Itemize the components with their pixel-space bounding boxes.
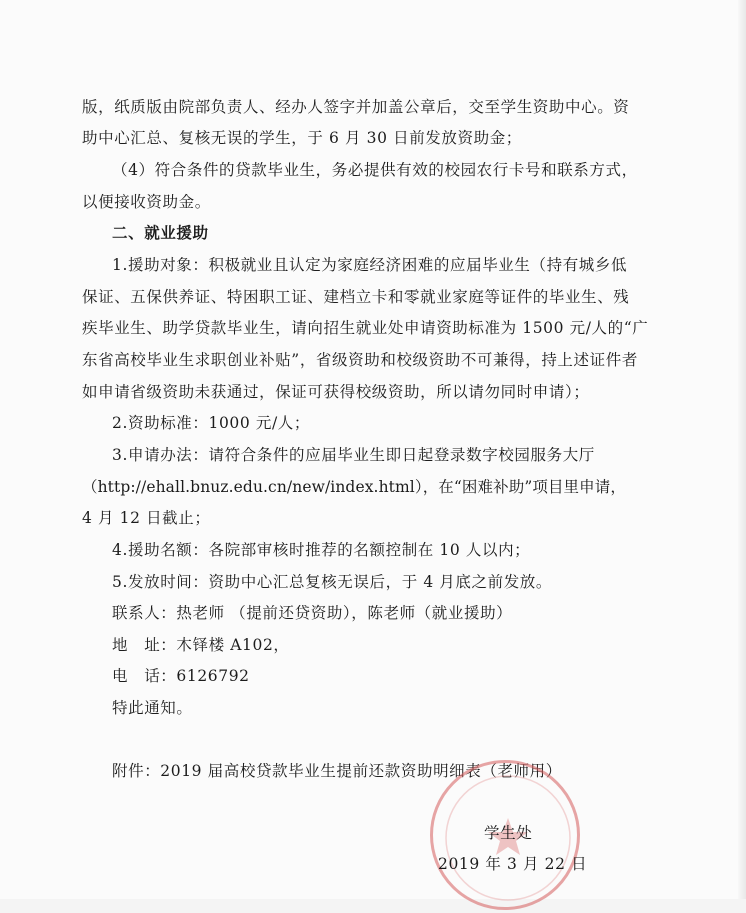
issue-date: 2019 年 3 月 22 日 xyxy=(438,855,588,873)
attachment-line: 附件：2019 届高校贷款毕业生提前还款资助明细表（老师用） xyxy=(112,762,562,780)
contact-line: 联系人：热老师 （提前还贷资助），陈老师（就业援助） xyxy=(112,604,513,622)
text-line: 助中心汇总、复核无误的学生，于 6 月 30 日前发放资助金； xyxy=(82,129,522,147)
text-line: 1.援助对象：积极就业且认定为家庭经济困难的应届毕业生（持有城乡低 xyxy=(112,256,628,274)
address-line: 地 址：木铎楼 A102， xyxy=(112,636,290,654)
text-line: 以便接收资助金。 xyxy=(82,193,211,211)
text-line: 4.援助名额：各院部审核时推荐的名额控制在 10 人以内； xyxy=(112,541,531,559)
text-line: 如申请省级资助未获通过，保证可获得校级资助，所以请勿同时申请）； xyxy=(82,383,590,401)
text-line: 疾毕业生、助学贷款毕业生，请向招生就业处申请资助标准为 1500 元/人的“广 xyxy=(82,319,649,337)
page-edge xyxy=(738,0,746,899)
text-line: 4 月 12 日截止； xyxy=(82,509,211,527)
text-line: 5.发放时间：资助中心汇总复核无误后，于 4 月底之前发放。 xyxy=(112,573,553,591)
closing-line: 特此通知。 xyxy=(112,699,193,717)
issuer-name: 学生处 xyxy=(484,824,533,842)
text-line: （4）符合条件的贷款毕业生，务必提供有效的校园农行卡号和联系方式， xyxy=(112,161,638,179)
phone-line: 电 话：6126792 xyxy=(112,667,250,685)
text-line: 东省高校毕业生求职创业补贴”，省级资助和校级资助不可兼得，持上述证件者 xyxy=(82,351,638,369)
text-line: 保证、五保供养证、特困职工证、建档立卡和零就业家庭等证件的毕业生、残 xyxy=(82,288,630,306)
text-line: 版，纸质版由院部负责人、经办人签字并加盖公章后，交至学生资助中心。资 xyxy=(82,98,630,116)
text-line: 3.申请办法：请符合条件的应届毕业生即日起登录数字校园服务大厅 xyxy=(112,446,595,464)
section-heading: 二、就业援助 xyxy=(112,223,209,242)
text-line: 2.资助标准：1000 元/人； xyxy=(112,414,310,432)
text-line: （http://ehall.bnuz.edu.cn/new/index.html），在“困难补助”项目里申请， xyxy=(82,478,626,496)
